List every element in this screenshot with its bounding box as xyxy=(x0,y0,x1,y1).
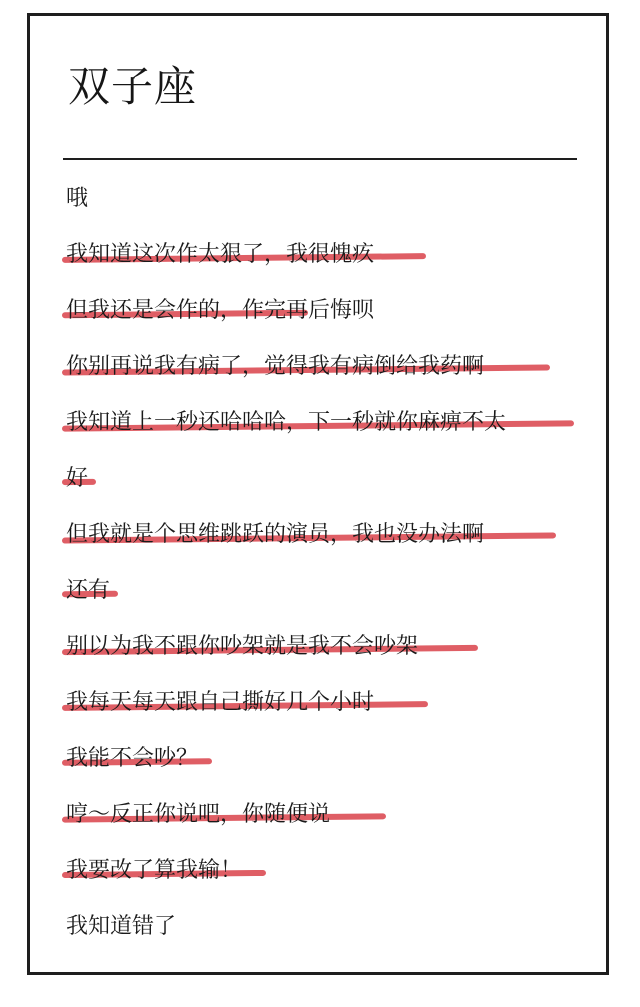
text-line-struck: 我能不会吵？ xyxy=(66,746,198,772)
document-card xyxy=(27,13,609,975)
text-line-struck: 哼～反正你说吧，你随便说 xyxy=(66,802,330,828)
text-line-struck: 我知道这次作太狠了，我很愧疚 xyxy=(66,242,374,268)
text-line-struck: 你别再说我有病了，觉得我有病倒给我药啊 xyxy=(66,354,484,380)
text-line-struck: 我每天每天跟自己撕好几个小时 xyxy=(66,690,374,716)
text-line-struck: 还有 xyxy=(66,578,110,604)
text-line-struck: 好 xyxy=(66,466,88,492)
text-line-struck: 我要改了算我输！ xyxy=(66,858,242,884)
title-divider xyxy=(63,158,577,160)
text-line-struck: 但我还是会作的，作完再后悔呗 xyxy=(66,298,374,324)
text-line-struck: 我知道上一秒还哈哈哈，下一秒就你麻痹不太 xyxy=(66,410,506,436)
page-title: 双子座 xyxy=(68,62,198,111)
text-line-struck: 别以为我不跟你吵架就是我不会吵架 xyxy=(66,634,418,660)
text-line-struck: 但我就是个思维跳跃的演员，我也没办法啊 xyxy=(66,522,484,548)
text-line: 我知道错了 xyxy=(66,914,177,939)
text-line: 哦 xyxy=(66,186,89,211)
